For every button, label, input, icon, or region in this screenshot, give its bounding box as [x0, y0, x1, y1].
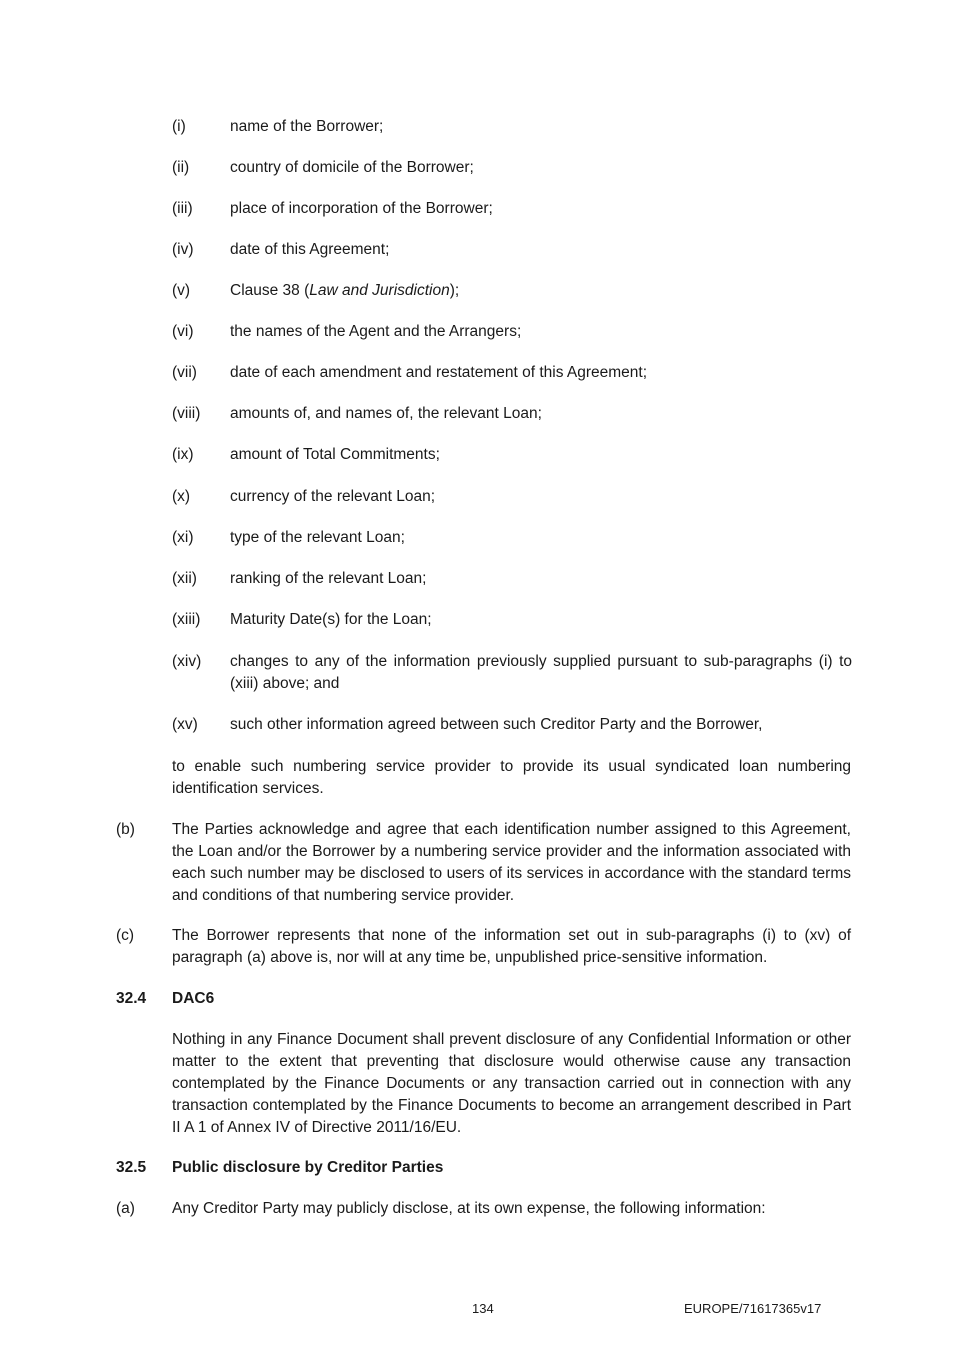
list-item-number: (i) [172, 118, 186, 135]
list-item-number: (viii) [172, 405, 201, 422]
list-item-text: Maturity Date(s) for the Loan; [230, 611, 432, 628]
page-number: 134 [472, 1301, 494, 1316]
list-item-text: currency of the relevant Loan; [230, 488, 436, 505]
list-item-text: name of the Borrower; [230, 118, 384, 135]
list-item-text: ranking of the relevant Loan; [230, 570, 427, 587]
paragraph-c-number: (c) [116, 927, 135, 944]
list-item-text: such other information agreed between such Creditor Party and the Borrower, [230, 716, 763, 733]
list-item-number: (ix) [172, 446, 194, 463]
closing-paragraph: to enable such numbering service provider to provide its usual syndicated loan numbering identification services. [172, 758, 851, 797]
section-324-number: 32.4 [116, 990, 147, 1007]
list-item-number: (iv) [172, 241, 194, 258]
list-item-number: (xiii) [172, 611, 201, 628]
section-324-title: DAC6 [172, 990, 215, 1007]
list-item-number: (x) [172, 488, 191, 505]
list-item-number: (xii) [172, 570, 197, 587]
list-item-text: place of incorporation of the Borrower; [230, 200, 493, 217]
list-item-number: (xi) [172, 529, 194, 546]
list-item-text: amount of Total Commitments; [230, 446, 440, 463]
list-item-number: (vi) [172, 323, 194, 340]
clause-reference: Law and Jurisdiction [309, 282, 450, 299]
list-item-text: Clause 38 (Law and Jurisdiction); [230, 282, 460, 299]
list-item-number: (ii) [172, 159, 190, 176]
document-reference: EUROPE/71617365v17 [684, 1301, 822, 1316]
list-item-number: (xiv) [172, 653, 202, 670]
list-item-number: (vii) [172, 364, 197, 381]
paragraph-c-text: The Borrower represents that none of the information set out in sub-paragraphs (i) to (xv) of paragraph (a) above is, nor will at any time be, unpublished price-sensitive information. [172, 927, 851, 966]
paragraph-b-number: (b) [116, 821, 135, 838]
section-324-body: Nothing in any Finance Document shall prevent disclosure of any Confidential Information or other matter to the extent that preventing that disclosure would otherwise cause any transaction contemplated by the Finance Documents or any transaction carried out in connection with any transaction contemplated by the Finance Documents to become an arrangement described in Part II A 1 of Annex IV of Directive 2011/16/EU. [172, 1031, 851, 1136]
list-item-text: changes to any of the information previously supplied pursuant to sub-paragraphs (i) to (xiii) above; and [230, 653, 852, 692]
list-item-number: (iii) [172, 200, 193, 217]
section-325-number: 32.5 [116, 1159, 147, 1176]
paragraph-b-text: The Parties acknowledge and agree that each identification number assigned to this Agreement, the Loan and/or the Borrower by a numbering service provider and the information associated with each such number may be disclosed to users of its services in accordance with the standard terms and conditions of that numbering service provider. [172, 821, 851, 904]
list-item-text: amounts of, and names of, the relevant Loan; [230, 405, 542, 422]
list-item-number: (v) [172, 282, 191, 299]
list-item-text: date of each amendment and restatement of this Agreement; [230, 364, 648, 381]
section-325-title: Public disclosure by Creditor Parties [172, 1159, 444, 1176]
section-325-paragraph-a-text: Any Creditor Party may publicly disclose, at its own expense, the following information: [172, 1200, 766, 1217]
list-item-number: (xv) [172, 716, 198, 733]
list-item-text: country of domicile of the Borrower; [230, 159, 474, 176]
section-325-paragraph-a-number: (a) [116, 1200, 135, 1217]
list-item-text: type of the relevant Loan; [230, 529, 405, 546]
list-item-text: date of this Agreement; [230, 241, 390, 258]
list-item-text: the names of the Agent and the Arrangers; [230, 323, 522, 340]
